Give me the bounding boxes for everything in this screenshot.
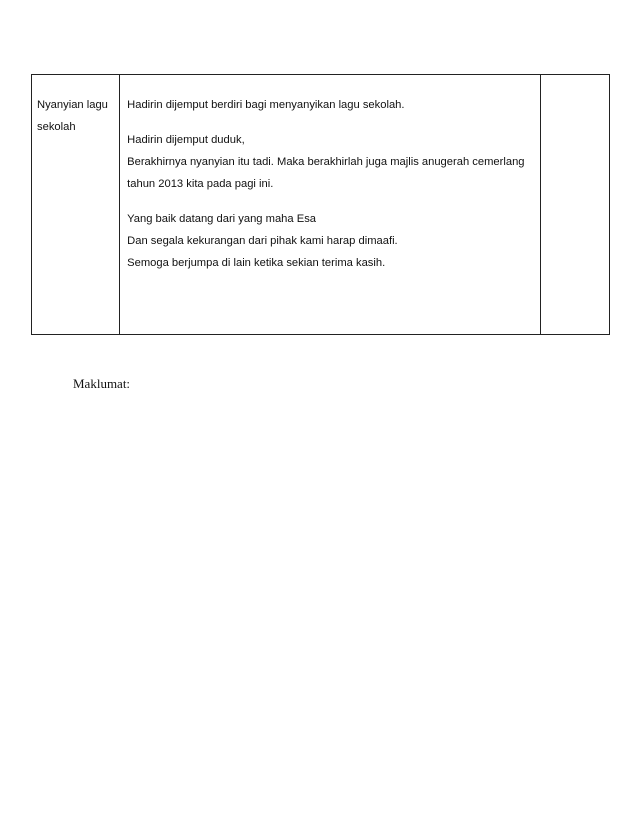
item-label-cell: [32, 75, 120, 335]
script-line: Hadirin dijemput duduk,: [127, 134, 245, 146]
notes-text: [541, 75, 609, 94]
script-line: tahun 2013 kita pada pagi ini.: [127, 178, 274, 190]
program-table: [31, 74, 610, 335]
item-label-line: sekolah: [37, 121, 76, 133]
script-line: Dan segala kekurangan dari pihak kami harap dimaafi.: [127, 235, 398, 247]
notes-cell: [540, 75, 609, 335]
script-line: Berakhirnya nyanyian itu tadi. Maka berakhirlah juga majlis anugerah cemerlang: [127, 156, 525, 168]
script-line: Yang baik datang dari yang maha Esa: [127, 213, 317, 225]
maklumat-label: Maklumat:: [73, 376, 131, 391]
script-line: Semoga berjumpa di lain ketika sekian terima kasih.: [127, 257, 386, 269]
script-line: Hadirin dijemput berdiri bagi menyanyikan lagu sekolah.: [127, 99, 405, 111]
table-row: [32, 75, 610, 335]
script-text-cell: [120, 75, 541, 335]
item-label-line: Nyanyian lagu: [37, 99, 108, 111]
